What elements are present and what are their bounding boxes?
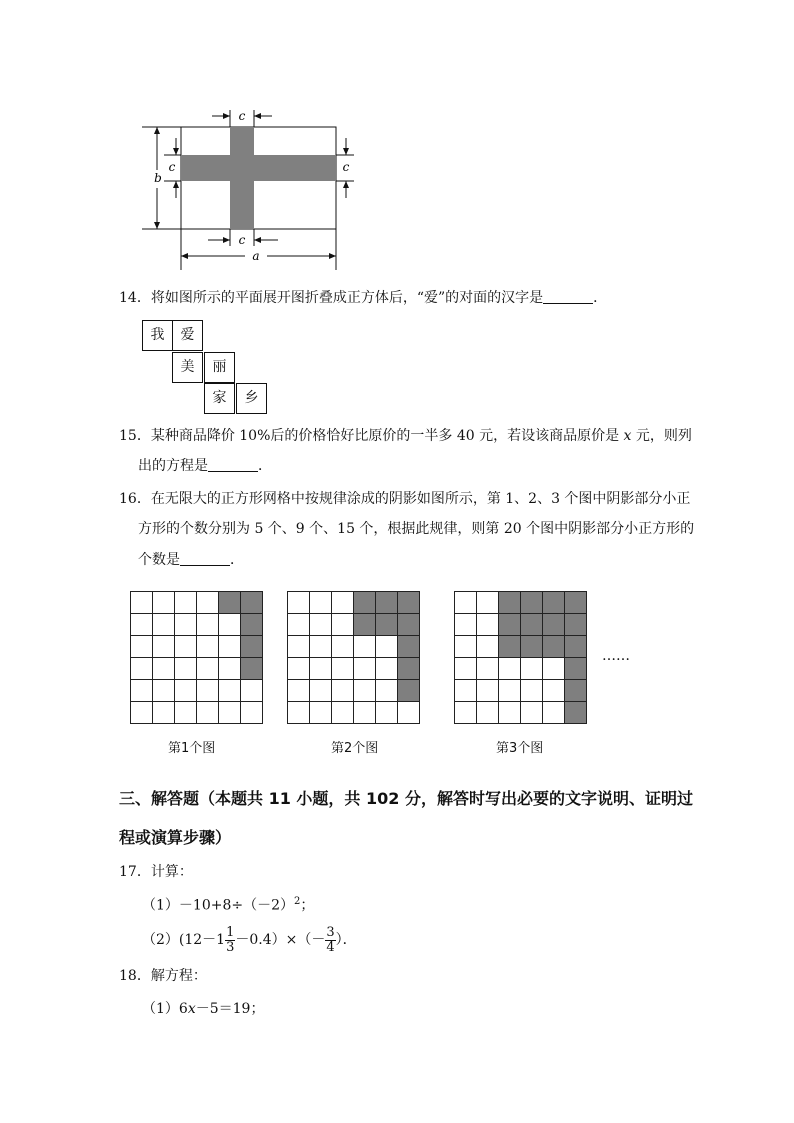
empty-square: [455, 658, 477, 680]
empty-square: [477, 702, 499, 724]
empty-square: [197, 702, 219, 724]
caption-figure-3: 第3个图: [496, 741, 544, 756]
q17-p1-text: （1）－10+8÷（－2）: [142, 897, 294, 914]
empty-square: [543, 658, 565, 680]
empty-square: [175, 658, 197, 680]
empty-square: [455, 636, 477, 658]
empty-square: [288, 680, 310, 702]
question-15-line2: [138, 456, 272, 476]
shaded-square: [398, 614, 420, 636]
q16-answer-blank[interactable]: [180, 551, 230, 566]
empty-square: [131, 592, 153, 614]
empty-square: [499, 702, 521, 724]
caption-figure-1: 第1个图: [168, 741, 216, 756]
empty-square: [354, 658, 376, 680]
net-cell-xiang: 乡: [236, 383, 267, 414]
empty-square: [288, 614, 310, 636]
empty-square: [354, 702, 376, 724]
empty-square: [131, 702, 153, 724]
shaded-square: [521, 614, 543, 636]
shaded-square: [219, 592, 241, 614]
shaded-square: [543, 636, 565, 658]
shaded-square: [398, 658, 420, 680]
empty-square: [153, 592, 175, 614]
question-17-title: 17．计算：: [119, 864, 193, 880]
cross-figure: [140, 100, 370, 275]
empty-square: [175, 702, 197, 724]
empty-square: [219, 680, 241, 702]
net-cell-ai: 爱: [172, 320, 203, 351]
net-cell-li: 丽: [204, 352, 235, 383]
shaded-square: [241, 614, 263, 636]
label-c-bottom: c: [238, 233, 246, 247]
q17-p1-exponent: 2: [294, 896, 301, 907]
empty-square: [521, 680, 543, 702]
empty-square: [175, 592, 197, 614]
empty-square: [332, 702, 354, 724]
empty-square: [131, 680, 153, 702]
shaded-square: [565, 636, 587, 658]
empty-square: [131, 658, 153, 680]
q15-end: ．: [258, 458, 272, 474]
empty-square: [131, 636, 153, 658]
net-cell-jia: 家: [204, 383, 235, 414]
empty-square: [288, 658, 310, 680]
shaded-square: [241, 636, 263, 658]
pattern-grid-2: [287, 591, 420, 724]
q15-line2-text: 出的方程是: [138, 458, 208, 474]
empty-square: [288, 592, 310, 614]
empty-square: [310, 592, 332, 614]
shaded-square: [398, 680, 420, 702]
shaded-square: [565, 702, 587, 724]
empty-square: [197, 636, 219, 658]
empty-square: [241, 702, 263, 724]
question-17-part1: [142, 892, 314, 916]
net-cell-wo: 我: [142, 320, 173, 351]
empty-square: [477, 636, 499, 658]
empty-square: [455, 702, 477, 724]
empty-square: [219, 702, 241, 724]
q17-p2-text-b: －0.4）×（－: [235, 932, 326, 948]
empty-square: [219, 614, 241, 636]
empty-square: [376, 658, 398, 680]
q18-p1-text-b: －5＝19；: [195, 1001, 265, 1017]
ellipsis: ……: [602, 648, 630, 664]
label-c-left: c: [168, 160, 176, 174]
empty-square: [332, 658, 354, 680]
question-14: [119, 288, 607, 308]
label-c-right: c: [342, 160, 350, 174]
empty-square: [310, 614, 332, 636]
empty-square: [376, 636, 398, 658]
question-16-line2: 方形的个数分别为 5 个、9 个、15 个，根据此规律，则第 20 个图中阴影部分小正方形的: [138, 521, 695, 537]
empty-square: [332, 614, 354, 636]
shaded-square: [241, 592, 263, 614]
shaded-square: [565, 680, 587, 702]
question-15-line1: [119, 426, 692, 446]
empty-square: [153, 614, 175, 636]
empty-square: [521, 658, 543, 680]
q15-text-a: 15．某种商品降价 10%后的价格恰好比原价的一半多 40 元，若设该商品原价是: [119, 428, 624, 444]
q16-line3-text: 个数是: [138, 552, 180, 568]
empty-square: [543, 680, 565, 702]
empty-square: [477, 614, 499, 636]
shaded-square: [543, 592, 565, 614]
empty-square: [219, 658, 241, 680]
cube-net: [142, 320, 272, 416]
empty-square: [455, 680, 477, 702]
q14-end: ．: [593, 290, 608, 306]
empty-square: [332, 680, 354, 702]
q18-p1-text-a: （1）6: [142, 1001, 188, 1017]
empty-square: [455, 592, 477, 614]
empty-square: [310, 636, 332, 658]
shaded-square: [565, 658, 587, 680]
q14-answer-blank[interactable]: [543, 289, 593, 304]
horizontal-strip: [181, 155, 336, 181]
shaded-square: [398, 636, 420, 658]
empty-square: [332, 636, 354, 658]
empty-square: [521, 702, 543, 724]
empty-square: [398, 702, 420, 724]
q14-text: 14．将如图所示的平面展开图折叠成正方体后，“爱”的对面的汉字是: [119, 290, 544, 306]
empty-square: [175, 614, 197, 636]
empty-square: [499, 658, 521, 680]
q17-fraction-1: $\frac{1}{3}$: [226, 924, 235, 955]
label-b: b: [154, 171, 162, 185]
shaded-square: [499, 636, 521, 658]
empty-square: [153, 680, 175, 702]
empty-square: [354, 680, 376, 702]
q17-p2-text-a: （2）(12－1: [142, 932, 226, 948]
empty-square: [310, 680, 332, 702]
q17-fraction-2: $\frac{3}{4}$: [326, 924, 335, 955]
shaded-square: [499, 592, 521, 614]
q15-text-b: 元，则列: [631, 428, 692, 444]
empty-square: [288, 702, 310, 724]
question-18-title: 18．解方程：: [119, 968, 207, 984]
empty-square: [499, 680, 521, 702]
empty-square: [310, 658, 332, 680]
shaded-square: [565, 592, 587, 614]
net-cell-mei: 美: [172, 352, 203, 383]
q15-variable: x: [623, 428, 632, 444]
empty-square: [197, 680, 219, 702]
shaded-square: [521, 592, 543, 614]
shaded-square: [521, 636, 543, 658]
shaded-square: [499, 614, 521, 636]
empty-square: [477, 592, 499, 614]
empty-square: [455, 614, 477, 636]
empty-square: [153, 658, 175, 680]
empty-square: [477, 680, 499, 702]
shaded-square: [354, 614, 376, 636]
q18-p1-variable: x: [187, 1001, 196, 1017]
q17-p1-end: ；: [300, 897, 315, 914]
empty-square: [131, 614, 153, 636]
shaded-square: [565, 614, 587, 636]
question-18-part1: [142, 999, 264, 1019]
empty-square: [332, 592, 354, 614]
shaded-square: [354, 592, 376, 614]
caption-figure-2: 第2个图: [331, 741, 379, 756]
label-a: a: [252, 249, 260, 263]
q15-answer-blank[interactable]: [208, 457, 258, 472]
section-3-heading-line1: 三、解答题（本题共 11 小题，共 102 分，解答时写出必要的文字说明、证明过: [119, 789, 693, 808]
pattern-grid-3: [454, 591, 587, 724]
shaded-square: [398, 592, 420, 614]
empty-square: [241, 680, 263, 702]
q17-p2-end: ）．: [335, 932, 357, 948]
empty-square: [175, 680, 197, 702]
empty-square: [219, 636, 241, 658]
empty-square: [354, 636, 376, 658]
shaded-square: [376, 614, 398, 636]
empty-square: [477, 658, 499, 680]
empty-square: [153, 702, 175, 724]
q16-end: ．: [230, 552, 244, 568]
empty-square: [197, 592, 219, 614]
shaded-square: [376, 592, 398, 614]
pattern-grid-1: [130, 591, 263, 724]
shaded-square: [543, 614, 565, 636]
empty-square: [288, 636, 310, 658]
question-16-line3: [138, 550, 244, 570]
label-c-top: c: [238, 109, 246, 123]
empty-square: [376, 702, 398, 724]
empty-square: [197, 614, 219, 636]
empty-square: [175, 636, 197, 658]
question-17-part2: [142, 922, 357, 958]
empty-square: [197, 658, 219, 680]
section-3-heading-line2: 程或演算步骤）: [119, 828, 232, 847]
question-16-line1: 16．在无限大的正方形网格中按规律涂成的阴影如图所示，第 1、2、3 个图中阴影部分小正: [119, 491, 691, 507]
empty-square: [543, 702, 565, 724]
shaded-square: [241, 658, 263, 680]
empty-square: [376, 680, 398, 702]
empty-square: [310, 702, 332, 724]
empty-square: [153, 636, 175, 658]
